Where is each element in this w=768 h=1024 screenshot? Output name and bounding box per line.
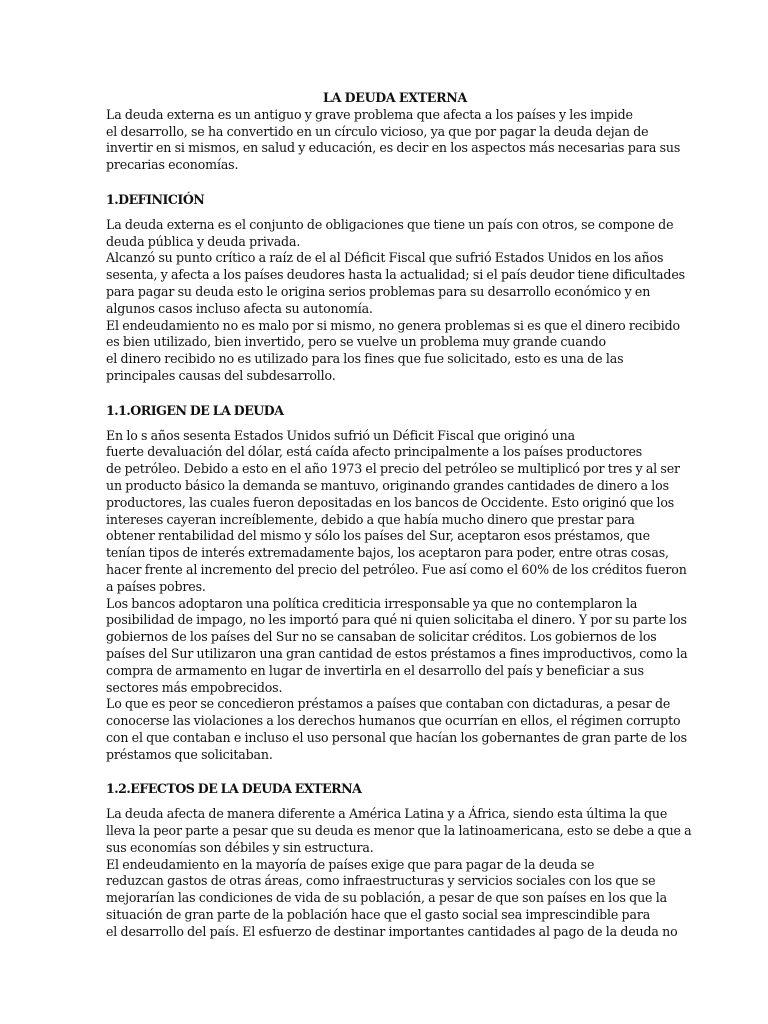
document-body bbox=[106, 90, 692, 941]
text-line: Lo que es peor se concedieron préstamos a países que contaban con dictaduras, a pesar de bbox=[106, 696, 671, 712]
text-line: lleva la peor parte a pesar que su deuda es menor que la latinoamericana, esto se debe a que a bbox=[106, 823, 692, 839]
text-line: principales causas del subdesarrollo. bbox=[106, 367, 336, 383]
text-line: La deuda afecta de manera diferente a América Latina y a África, siendo esta última la que bbox=[106, 806, 668, 822]
section-heading-origen: 1.1.ORIGEN DE LA DEUDA bbox=[106, 402, 284, 418]
text-line: reduzcan gastos de otras áreas, como infraestructuras y servicios sociales con los que se bbox=[106, 873, 656, 889]
text-line: tenían tipos de interés extremadamente bajos, los aceptaron para poder, entre otras cosas, bbox=[106, 545, 669, 561]
text-line: posibilidad de impago, no les importó para qué ni quien solicitaba el dinero. Y por su parte los bbox=[106, 612, 687, 628]
text-line: gobiernos de los países del Sur no se cansaban de solicitar créditos. Los gobiernos de los bbox=[106, 629, 657, 645]
text-line: sectores más empobrecidos. bbox=[106, 679, 283, 695]
text-line: fuerte devaluación del dólar, está caída afecto principalmente a los países productores bbox=[106, 444, 643, 460]
text-line: deuda pública y deuda privada. bbox=[106, 233, 301, 249]
text-line: con el que contaban e incluso el uso personal que hacían los gobernantes de gran parte de los bbox=[106, 729, 687, 745]
intro-paragraph bbox=[106, 106, 681, 174]
text-line: productores, las cuales fueron depositadas en los bancos de Occidente. Esto originó que los bbox=[106, 494, 675, 510]
text-line: obtener rentabilidad del mismo y sólo los países del Sur, aceptaron esos préstamos, que bbox=[106, 528, 650, 544]
text-line: sus economías son débiles y sin estructura. bbox=[106, 839, 374, 855]
text-line: el dinero recibido no es utilizado para los fines que fue solicitado, esto es una de las bbox=[106, 351, 624, 367]
text-line: mejorarían las condiciones de vida de su población, a pesar de que son países en los que la bbox=[106, 890, 667, 906]
text-line: El endeudamiento no es malo por si mismo, no genera problemas si es que el dinero recibido bbox=[106, 317, 680, 333]
document-title: LA DEUDA EXTERNA bbox=[323, 90, 467, 105]
text-line: intereses cayeran increíblemente, debido a que había mucho dinero que prestar para bbox=[106, 511, 635, 527]
text-line: es bien utilizado, bien invertido, pero se vuelve un problema muy grande cuando bbox=[106, 334, 606, 350]
text-line: préstamos que solicitaban. bbox=[106, 746, 273, 762]
text-line: de petróleo. Debido a esto en el año 1973 el precio del petróleo se multiplicó por tres y al ser bbox=[106, 461, 680, 477]
text-line: a países pobres. bbox=[106, 578, 206, 594]
text-line: un producto básico la demanda se mantuvo, originando grandes cantidades de dinero a los bbox=[106, 477, 669, 493]
text-line: compra de armamento en lugar de invertirla en el desarrollo del país y beneficiar a sus bbox=[106, 662, 644, 678]
text-line: conocerse las violaciones a los derechos humanos que ocurrían en ellos, el régimen corrupto bbox=[106, 713, 681, 729]
text-line: para pagar su deuda esto le origina serios problemas para su desarrollo económico y en bbox=[106, 283, 651, 299]
text-line: sesenta, y afecta a los países deudores hasta la actualidad; si el país deudor tiene dificultades bbox=[106, 267, 685, 283]
section-body-efectos bbox=[106, 806, 692, 940]
section-heading-definicion: 1.DEFINICIÓN bbox=[106, 191, 205, 207]
text-line: países del Sur utilizaron una gran cantidad de estos préstamos a fines improductivos, como la bbox=[106, 645, 688, 661]
text-line: hacer frente al incremento del precio del petróleo. Fue así como el 60% de los créditos fueron bbox=[106, 561, 687, 577]
text-line: La deuda externa es el conjunto de obligaciones que tiene un país con otros, se compone de bbox=[106, 216, 674, 232]
section-body-definicion bbox=[106, 216, 685, 385]
text-line: Los bancos adoptaron una política crediticia irresponsable ya que no contemplaron la bbox=[106, 595, 638, 611]
text-line: algunos casos incluso afecta su autonomía. bbox=[106, 300, 373, 316]
intro-line: el desarrollo, se ha convertido en un círculo vicioso, ya que por pagar la deuda dejan de bbox=[106, 123, 649, 139]
text-line: Alcanzó su punto crítico a raíz de el al Déficit Fiscal que sufrió Estados Unidos en los años bbox=[106, 250, 664, 266]
section-body-origen bbox=[106, 427, 688, 764]
section-heading-efectos: 1.2.EFECTOS DE LA DEUDA EXTERNA bbox=[106, 781, 362, 797]
intro-line: precarias economías. bbox=[106, 157, 239, 173]
text-line: situación de gran parte de la población hace que el gasto social sea imprescindible para bbox=[106, 907, 651, 923]
intro-line: invertir en si mismos, en salud y educación, es decir en los aspectos más necesarias para sus bbox=[106, 140, 681, 156]
text-line: En lo s años sesenta Estados Unidos sufrió un Déficit Fiscal que originó una bbox=[106, 427, 575, 443]
text-line: el desarrollo del país. El esfuerzo de destinar importantes cantidades al pago de la deuda no bbox=[106, 923, 678, 939]
text-line: El endeudamiento en la mayoría de países exige que para pagar de la deuda se bbox=[106, 856, 595, 872]
intro-line: La deuda externa es un antiguo y grave problema que afecta a los países y les impide bbox=[106, 106, 633, 122]
